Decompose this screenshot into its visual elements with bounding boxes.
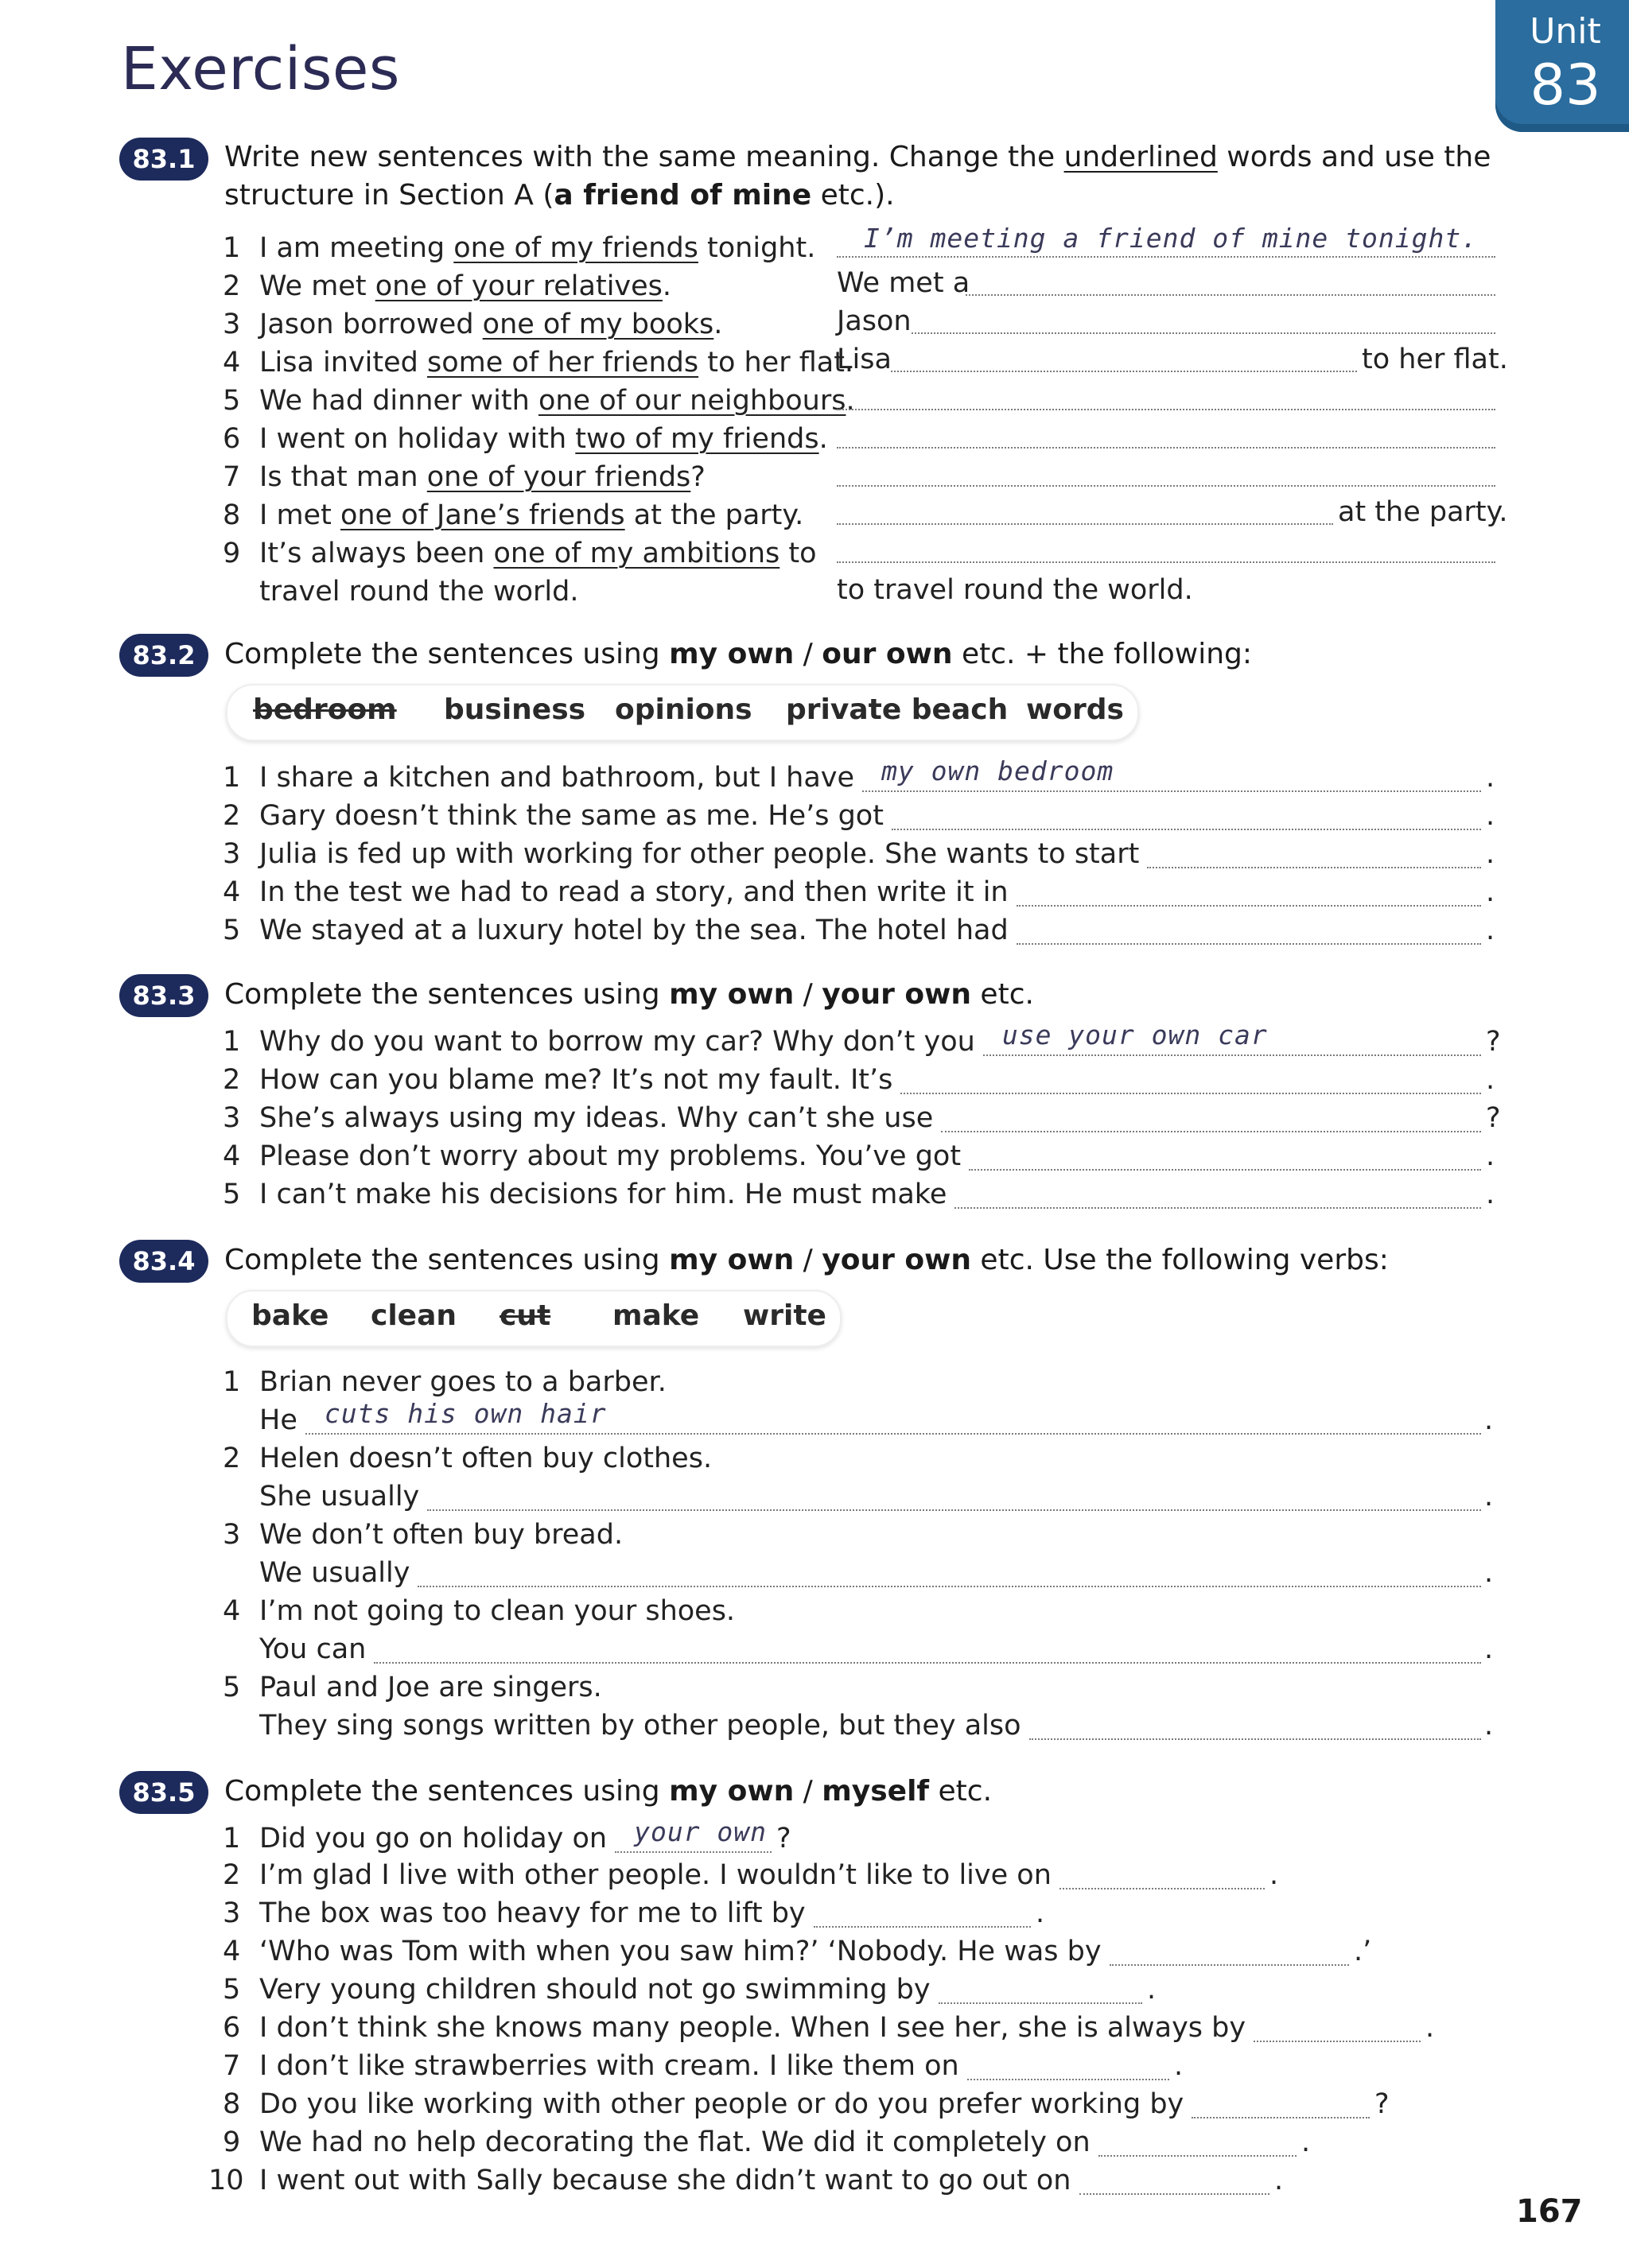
exercise-item: Please don’t worry about my problems. You’ve got [259,1140,962,1172]
exercise-item: I went on holiday with two of my friends. [259,423,828,455]
item-number: 3 [223,1102,241,1134]
item-number: 7 [223,461,241,493]
exercise-item-prompt: She usually [259,1481,420,1513]
exercise-item: Did you go on holiday on [259,1823,608,1854]
sentence-end: ? [776,1823,791,1854]
sentence-end: . [1484,1481,1494,1513]
sentence-end: . [1036,1897,1045,1929]
sentence-end: ? [1374,2088,1390,2120]
item-number: 1 [223,232,241,264]
answer-start: Jason [837,305,912,337]
exercise-item: Brian never goes to a barber. [259,1366,667,1398]
exercise-item-cont: travel round the world. [259,576,579,608]
exercise-item: She’s always using my ideas. Why can’t she use [259,1102,934,1134]
answer-line[interactable] [969,1169,1481,1171]
exercise-item: Very young children should not go swimming by [259,1974,931,2006]
exercise-item-prompt: You can [259,1633,367,1665]
answer-line[interactable] [374,1662,1481,1664]
exercise-item: ‘Who was Tom with when you saw him?’ ‘Nobody. He was by [259,1936,1102,1967]
answer-line[interactable] [1059,1888,1265,1889]
sentence-end: . [1486,1140,1495,1172]
sentence-end: .’ [1354,1936,1372,1967]
exercise-item: Paul and Joe are singers. [259,1672,602,1703]
answer-line[interactable] [837,447,1495,449]
exercise-item: I don’t like strawberries with cream. I like them on [259,2050,959,2082]
item-number: 9 [223,2126,241,2158]
exercise-badge: 83.1 [119,138,208,181]
answer-start: We met a [837,267,970,299]
sentence-end: . [1486,762,1495,794]
item-number: 6 [223,2012,241,2044]
item-number: 1 [223,1823,241,1854]
exercise-instruction: Complete the sentences using my own / your own etc. [224,978,1034,1011]
item-number: 6 [223,423,241,455]
item-number: 5 [223,385,241,417]
answer-line[interactable] [912,332,1495,334]
exercise-item: I met one of Jane’s friends at the party. [259,499,804,531]
item-number: 2 [223,270,241,302]
item-number: 3 [223,838,241,870]
item-number: 9 [223,538,241,569]
answer-line[interactable] [837,409,1495,410]
word-option: write [743,1299,826,1332]
exercise-item: I am meeting one of my friends tonight. [259,232,816,264]
item-number: 8 [223,499,241,531]
answer-line[interactable] [837,256,1495,258]
page-title: Exercises [121,35,400,103]
item-number: 2 [223,800,241,832]
answer-line[interactable] [837,561,1495,563]
item-number: 5 [223,915,241,946]
answer-line[interactable] [837,523,1333,525]
word-option: opinions [615,693,752,726]
word-option: words [1026,693,1124,726]
answer-text: use your own car [1001,1019,1268,1051]
exercise-item-prompt: He [259,1404,297,1436]
answer-line[interactable] [966,294,1495,296]
answer-text: your own [634,1816,768,1847]
answer-text: my own bedroom [881,755,1114,786]
answer-line[interactable] [862,790,1481,792]
answer-end: at the party. [1338,496,1508,528]
exercise-badge: 83.5 [119,1771,208,1814]
answer-line[interactable] [837,485,1495,487]
answer-line[interactable] [1029,1738,1481,1740]
word-option: cut [500,1299,551,1332]
exercise-item: I’m glad I live with other people. I wouldn’t like to live on [259,1859,1052,1891]
exercise-item: I can’t make his decisions for him. He must make [259,1179,947,1210]
answer-line[interactable] [1017,905,1481,907]
answer-line[interactable] [1192,2117,1370,2118]
answer-start: Lisa [837,344,892,375]
item-number: 4 [223,1936,241,1967]
item-number: 2 [223,1443,241,1474]
answer-line[interactable] [983,1054,1481,1056]
item-number: 2 [223,1064,241,1096]
exercise-item: I share a kitchen and bathroom, but I have [259,762,855,794]
exercise-item: I went out with Sally because she didn’t want to go out on [259,2165,1071,2196]
item-number: 4 [223,1595,241,1627]
exercise-item: We had dinner with one of our neighbours. [259,385,855,417]
answer-line[interactable] [900,1093,1481,1094]
exercise-item: Lisa invited some of her friends to her flat. [259,347,854,379]
item-number: 5 [223,1974,241,2006]
exercise-item: In the test we had to read a story, and then write it in [259,876,1009,908]
answer-line[interactable] [941,1131,1481,1132]
exercise-item: Jason borrowed one of my books. [259,309,723,340]
sentence-end: . [1147,1974,1157,2006]
answer-line[interactable] [1017,943,1481,945]
sentence-end: ? [1486,1026,1501,1058]
item-number: 1 [223,762,241,794]
exercise-badge: 83.2 [119,634,208,677]
answer-line[interactable] [939,2002,1142,2004]
exercise-item: How can you blame me? It’s not my fault. It’s [259,1064,893,1096]
exercise-instruction-cont: structure in Section A (a friend of mine etc.). [224,179,895,212]
item-number: 4 [223,1140,241,1172]
exercise-instruction: Complete the sentences using my own / your own etc. Use the following verbs: [224,1244,1389,1276]
sentence-end: . [1269,1859,1279,1891]
item-number: 2 [223,1859,241,1891]
sentence-end: . [1486,838,1495,870]
unit-number: 83 [1530,52,1601,118]
answer-line[interactable] [305,1433,1481,1435]
exercise-item: We met one of your relatives. [259,270,672,302]
sentence-end: . [1484,1710,1494,1742]
exercise-item-prompt: We usually [259,1557,410,1589]
word-option: private beach [786,693,1009,726]
exercise-badge: 83.4 [119,1240,208,1283]
sentence-end: . [1484,1633,1494,1665]
exercise-item: Do you like working with other people or do you prefer working by [259,2088,1184,2120]
word-option: make [612,1299,700,1332]
answer-line[interactable] [615,1851,772,1853]
exercise-item: I’m not going to clean your shoes. [259,1595,736,1627]
item-number: 4 [223,876,241,908]
answer-line[interactable] [1079,2193,1270,2195]
exercise-item-prompt: They sing songs written by other people, but they also [259,1710,1021,1742]
item-number: 8 [223,2088,241,2120]
word-option: bake [251,1299,329,1332]
answer-line[interactable] [1147,867,1481,868]
item-number: 10 [208,2165,244,2196]
answer-line[interactable] [418,1586,1481,1587]
answer-line[interactable] [891,371,1357,372]
answer-line[interactable] [954,1207,1481,1209]
exercise-item: The box was too heavy for me to lift by [259,1897,806,1929]
exercise-badge: 83.3 [119,974,208,1017]
sentence-end: . [1301,2126,1311,2158]
exercise-item: Helen doesn’t often buy clothes. [259,1443,713,1474]
sentence-end: . [1486,1179,1495,1210]
exercise-instruction: Write new sentences with the same meaning. Change the underlined words and use the [224,141,1491,173]
word-option: clean [371,1299,457,1332]
exercise-item: We stayed at a luxury hotel by the sea. The hotel had [259,915,1009,946]
word-option: bedroom [253,693,397,726]
sentence-end: . [1484,1404,1494,1436]
answer-end: to travel round the world. [837,574,1193,606]
exercise-instruction: Complete the sentences using my own / myself etc. [224,1775,993,1808]
item-number: 4 [223,347,241,379]
item-number: 5 [223,1672,241,1703]
unit-label: Unit [1530,11,1601,52]
word-option: business [444,693,586,726]
item-number: 1 [223,1026,241,1058]
exercise-item: Why do you want to borrow my car? Why don’t you [259,1026,975,1058]
exercise-item: Gary doesn’t think the same as me. He’s got [259,800,884,832]
item-number: 5 [223,1179,241,1210]
sentence-end: . [1274,2165,1284,2196]
item-number: 3 [223,1897,241,1929]
page-number: 167 [1516,2193,1583,2230]
answer-line[interactable] [892,829,1481,830]
exercise-instruction: Complete the sentences using my own / our own etc. + the following: [224,638,1253,670]
item-number: 3 [223,309,241,340]
sentence-end: . [1425,2012,1435,2044]
sentence-end: . [1486,915,1495,946]
sentence-end: . [1484,1557,1494,1589]
sentence-end: . [1486,876,1495,908]
answer-line[interactable] [814,1926,1031,1928]
sentence-end: . [1486,1064,1495,1096]
answer-line[interactable] [1098,2155,1297,2157]
exercise-item: It’s always been one of my ambitions to [259,538,817,569]
answer-text: I’m meeting a friend of mine tonight. [864,223,1479,254]
exercise-item: We had no help decorating the flat. We did it completely on [259,2126,1091,2158]
exercise-item: Julia is fed up with working for other people. She wants to start [259,838,1140,870]
exercise-item: I don’t think she knows many people. When I see her, she is always by [259,2012,1246,2044]
answer-end: to her flat. [1362,344,1508,375]
sentence-end: . [1174,2050,1184,2082]
answer-line[interactable] [1254,2041,1421,2042]
item-number: 7 [223,2050,241,2082]
sentence-end: ? [1486,1102,1501,1134]
answer-line[interactable] [1110,1964,1349,1966]
exercise-item: We don’t often buy bread. [259,1519,624,1551]
sentence-end: . [1486,800,1495,832]
answer-line[interactable] [427,1509,1481,1511]
exercise-item: Is that man one of your friends? [259,461,706,493]
answer-line[interactable] [967,2079,1169,2080]
answer-text: cuts his own hair [324,1398,607,1429]
item-number: 1 [223,1366,241,1398]
item-number: 3 [223,1519,241,1551]
